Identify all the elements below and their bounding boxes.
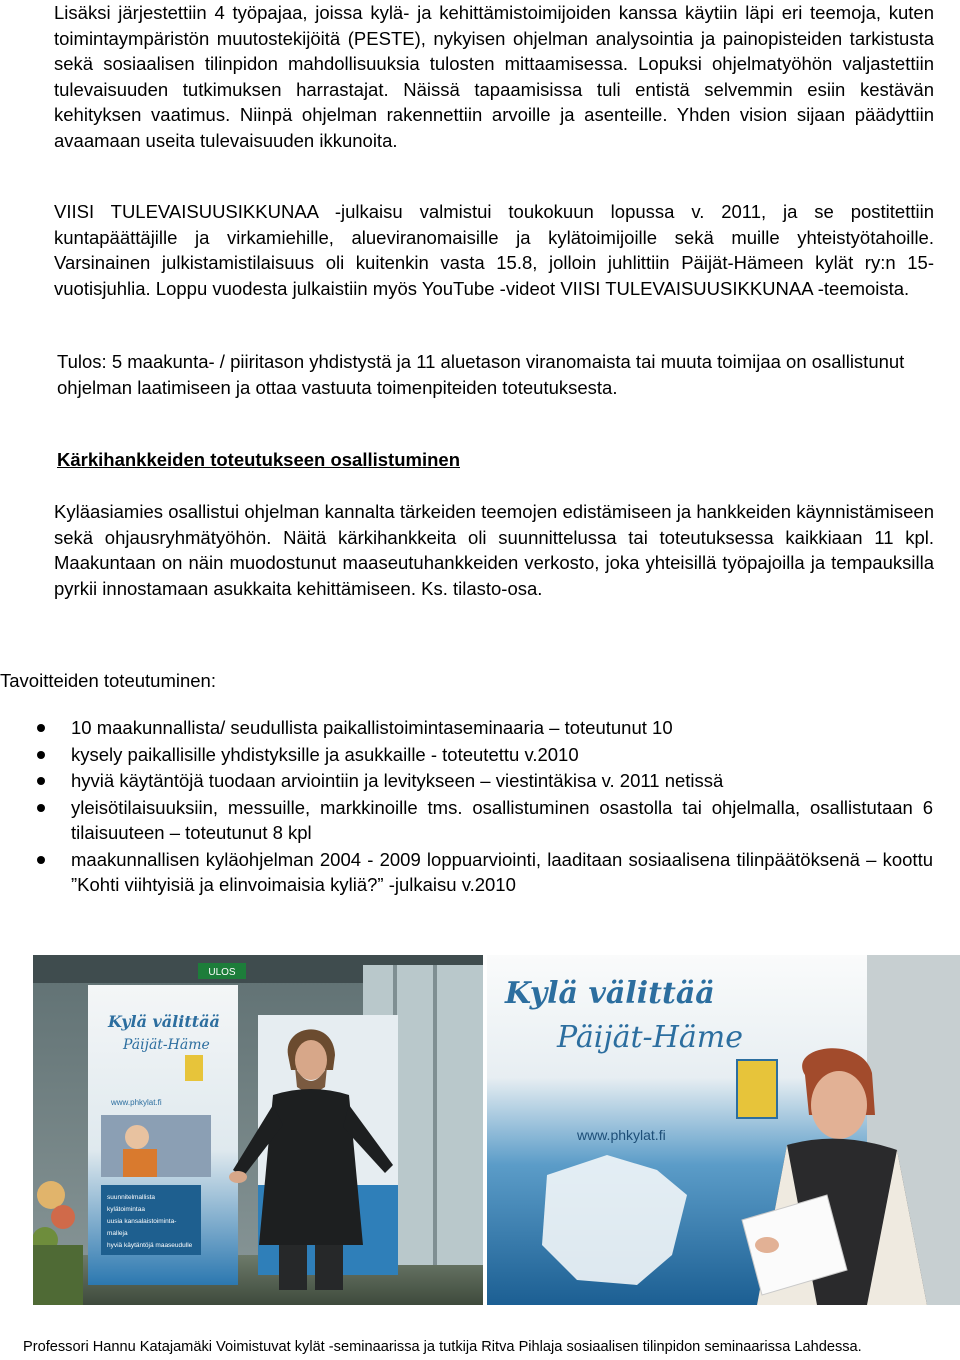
banner-list-item: hyviä käytäntöjä maaseudulle — [107, 1242, 193, 1249]
paragraph-result: Tulos: 5 maakunta- / piiritason yhdistystä ja 11 aluetason viranomaista tai muuta toimijaa on osallistunut ohjelman laatimiseen ja ottaa vastuuta toimenpiteiden toteutuksesta. — [57, 351, 905, 398]
goals-title: Tavoitteiden toteutuminen: — [0, 670, 216, 691]
paragraph-key-projects: Kyläasiamies osallistui ohjelman kannalta tärkeiden teemojen edistämiseen ja hankkeiden käynnistämiseen sekä ohjausryhmätyöhön. Näitä kärkihankkeita oli suunnittelussa tai toteutuksessa kaikkiaan 11 kpl. Maakuntaan on näin muodostunut maaseutuhankkeiden verkosto, joka yhteisillä työpajoilla ja tempauksilla pyrkii innostamaan asukkaita kehittämiseen. Ks. tilasto-osa. — [54, 501, 934, 599]
banner-right-title: Kylä välittää — [505, 976, 715, 1011]
list-item — [0, 715, 933, 741]
bullet-icon — [37, 777, 45, 785]
banner-list-item: malleja — [107, 1230, 128, 1237]
banner-list-item: uusia kansalaistoiminta- — [107, 1218, 177, 1225]
photo-speaker-illustration — [33, 955, 483, 1305]
bullet-icon — [37, 804, 45, 812]
exit-sign-text: ULOS — [208, 967, 236, 978]
goals-list — [0, 715, 960, 899]
list-item-text: 10 maakunnallista/ seudullista paikallistoimintaseminaaria – toteutunut 10 — [71, 717, 673, 738]
list-item-text: hyviä käytäntöjä tuodaan arviointiin ja levitykseen – viestintäkisa v. 2011 netissä — [71, 770, 724, 791]
logo-icon — [185, 1055, 203, 1081]
banner-list-title: suunnitelmallista — [107, 1194, 156, 1201]
bullet-icon — [37, 724, 45, 732]
banner-left-title: Kylä välittää — [108, 1012, 220, 1031]
list-item-text: kysely paikallisille yhdistyksille ja asukkaille - toteutettu v.2010 — [71, 743, 579, 765]
bullet-icon — [37, 856, 45, 864]
photo-caption: Professori Hannu Katajamäki Voimistuvat kylät -seminaarissa ja tutkija Ritva Pihlaja sosiaalisen tilinpidon seminaarissa Lahdessa. — [23, 1339, 862, 1355]
list-item — [0, 847, 933, 898]
banner-list-item: kylätoimintaa — [107, 1206, 145, 1213]
list-item-text: maakunnallisen kyläohjelman 2004 - 2009 loppuarviointi, laaditaan sosiaalisena tilinpäätöksenä – koottu ”Kohti viihtyisiä ja elinvoimaisia kyliä?” -julkaisu v.2010 — [71, 848, 933, 895]
photo-researcher-illustration — [487, 955, 960, 1305]
list-item — [0, 768, 933, 794]
banner-left-subtitle: Päijät-Häme — [123, 1037, 210, 1053]
bullet-icon — [37, 751, 45, 759]
list-item-text: yleisötilaisuuksiin, messuille, markkinoille tms. osallistuminen osastolla tai ohjelmalla, osallistutaan 6 tilaisuuteen – toteutunut 8 kpl — [71, 796, 933, 843]
list-item — [0, 795, 933, 846]
banner-right-subtitle: Päijät-Häme — [557, 1020, 743, 1055]
banner-right-url: www.phkylat.fi — [577, 1127, 666, 1143]
section-heading: Kärkihankkeiden toteutukseen osallistuminen — [57, 449, 460, 470]
photo-speaker — [33, 955, 483, 1305]
logo-icon — [737, 1060, 777, 1118]
list-item — [0, 742, 933, 768]
banner-left-url: www.phkylat.fi — [111, 1098, 162, 1107]
paragraph-publication: VIISI TULEVAISUUSIKKUNAA -julkaisu valmistui toukokuun lopussa v. 2011, ja se postitettiin kuntapäättäjille ja virkamiehille, alueviranomaisille ja kylätoimijoille sekä muille yhteistyötahoille. Varsinainen julkistamistilaisuus oli kuitenkin vasta 15.8, jolloin juhlittiin Päijät-Hämeen kylät ry:n 15-vuotisjuhlia. Loppu vuodesta julkaistiin myös YouTube -videot VIISI TULEVAISUUSIKKUNAA -teemoista. — [54, 201, 934, 299]
paragraph-workshops: Lisäksi järjestettiin 4 työpajaa, joissa kylä- ja kehittämistoimijoiden kanssa käytiin läpi eri teemoja, kuten toimintaympäristön muutostekijöitä (PESTE), nykyisen ohjelman analysointia ja painopisteiden tarkistusta sekä sosiaalisen tilinpidon mahdollisuuksia tulosten mittaamisessa. Lopuksi ohjelmatyöhön valjastettiin tulevaisuuden tutkimuksen harrastajat. Näissä tapaamisissa tuli entistä selvemmin esiin kestävän kehityksen vaatimus. Niinpä ohjelman rakennettiin arvoille ja asenteille. Yhden vision sijaan päädyttiin avaamaan useita tulevaisuuden ikkunoita. — [54, 2, 934, 151]
photo-researcher — [487, 955, 960, 1305]
